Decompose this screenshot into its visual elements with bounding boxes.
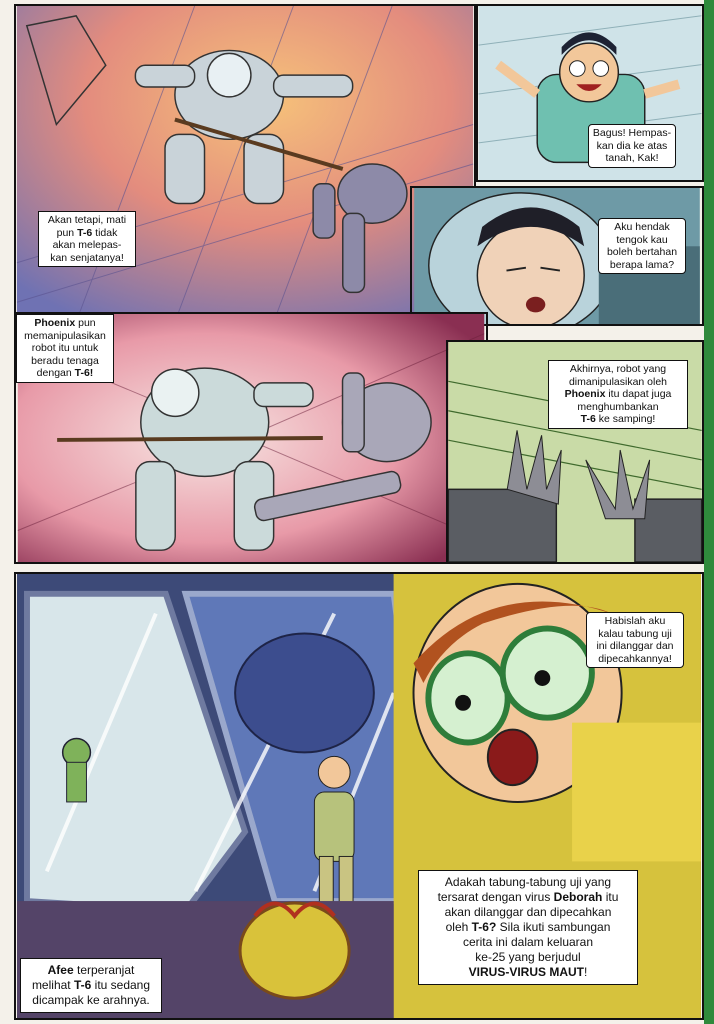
- caption-p8-line3: akan dilanggar dan dipecahkan: [444, 905, 612, 919]
- bubble-p6-line2: kalau tabung uji: [598, 627, 672, 640]
- caption-p1: [38, 211, 136, 267]
- bubble-p6: [586, 612, 684, 668]
- page-edge-stripe: [704, 0, 714, 1024]
- bubble-p2-line3: tanah, Kak!: [605, 152, 659, 164]
- caption-p4-bold: Phoenix: [34, 317, 76, 329]
- caption-p4-line5: dengan: [36, 367, 72, 379]
- caption-p5-line5: ke samping!: [598, 413, 656, 425]
- caption-p8-line2: tersarat dengan virus: [437, 890, 551, 904]
- caption-p7: [20, 958, 162, 1013]
- bubble-p6-line4: dipecahkannya!: [598, 652, 672, 665]
- caption-p4-line1: pun: [78, 317, 96, 329]
- panel-1-art: [16, 6, 474, 322]
- caption-p5-line2: dimanipulasikan oleh: [568, 375, 668, 388]
- panel-4: [14, 312, 488, 564]
- panel-6: [14, 572, 704, 1020]
- panel-1: [14, 4, 476, 324]
- caption-p5-bold2: T-6: [580, 413, 596, 425]
- caption-p1-line1: Akan tetapi, mati: [47, 214, 127, 226]
- caption-p7-line2b: itu sedang: [94, 978, 151, 992]
- caption-p8-title: VIRUS-VIRUS MAUT: [468, 965, 584, 979]
- caption-p8-bold2: T-6?: [471, 920, 497, 934]
- bubble-p2-line2: kan dia ke atas: [596, 139, 668, 152]
- panel-2: [476, 4, 704, 182]
- caption-p7-bold: Afee: [47, 963, 74, 977]
- caption-p5-line4: menghumbankan: [577, 400, 659, 413]
- caption-p7-bold2: T-6: [73, 978, 92, 992]
- caption-p1-line4: kan senjatanya!: [50, 251, 124, 264]
- caption-p8-line4b: Sila ikuti sambungan: [499, 920, 611, 934]
- caption-p5-bold: Phoenix: [564, 388, 606, 400]
- caption-p7-line1: terperanjat: [76, 963, 135, 977]
- bubble-p3-line2: tengok kau: [616, 233, 668, 246]
- caption-p4-bold2: T-6!: [74, 367, 94, 379]
- caption-p8-exclaim: !: [584, 965, 588, 979]
- caption-p8: [418, 870, 638, 985]
- caption-p5: [548, 360, 688, 429]
- bubble-p3-line1: Aku hendak: [614, 221, 670, 233]
- bubble-p3: [598, 218, 686, 274]
- caption-p8-line5: cerita ini dalam keluaran: [462, 935, 594, 949]
- bubble-p2: [588, 124, 676, 168]
- caption-p5-line1: Akhirnya, robot yang: [569, 363, 667, 375]
- caption-p8-line1: Adakah tabung-tabung uji yang: [444, 875, 612, 889]
- bubble-p3-line3: boleh bertahan: [606, 246, 678, 258]
- caption-p8-line2b: itu: [605, 890, 619, 904]
- caption-p8-line4: oleh: [445, 920, 469, 934]
- caption-p1-line3: akan melepas-: [52, 239, 122, 251]
- caption-p1-line2: pun: [56, 226, 75, 239]
- bubble-p6-line1: Habislah aku: [604, 615, 666, 627]
- caption-p7-line3: dicampak ke arahnya.: [32, 993, 150, 1007]
- panel-5: [446, 340, 704, 564]
- caption-p1-bold: T-6: [77, 226, 93, 239]
- caption-p1-line2b: tidak: [95, 226, 118, 239]
- caption-p8-bold: Deborah: [553, 890, 603, 904]
- bubble-p2-line1: Bagus! Hempas-: [592, 127, 672, 139]
- caption-p5-line3: itu dapat juga: [608, 388, 672, 400]
- panel-3: [410, 186, 704, 326]
- bubble-p3-line4: berapa lama?: [609, 258, 675, 271]
- bubble-p6-line3: ini dilanggar dan: [596, 640, 674, 652]
- caption-p4-line2: memanipulasikan: [24, 329, 106, 342]
- caption-p4-line3: robot itu untuk: [31, 342, 99, 354]
- caption-p4-line4: beradu tenaga: [31, 354, 99, 367]
- caption-p8-line6: ke-25 yang berjudul: [475, 950, 581, 964]
- caption-p7-line2: melihat: [31, 978, 71, 992]
- caption-p4: [16, 314, 114, 383]
